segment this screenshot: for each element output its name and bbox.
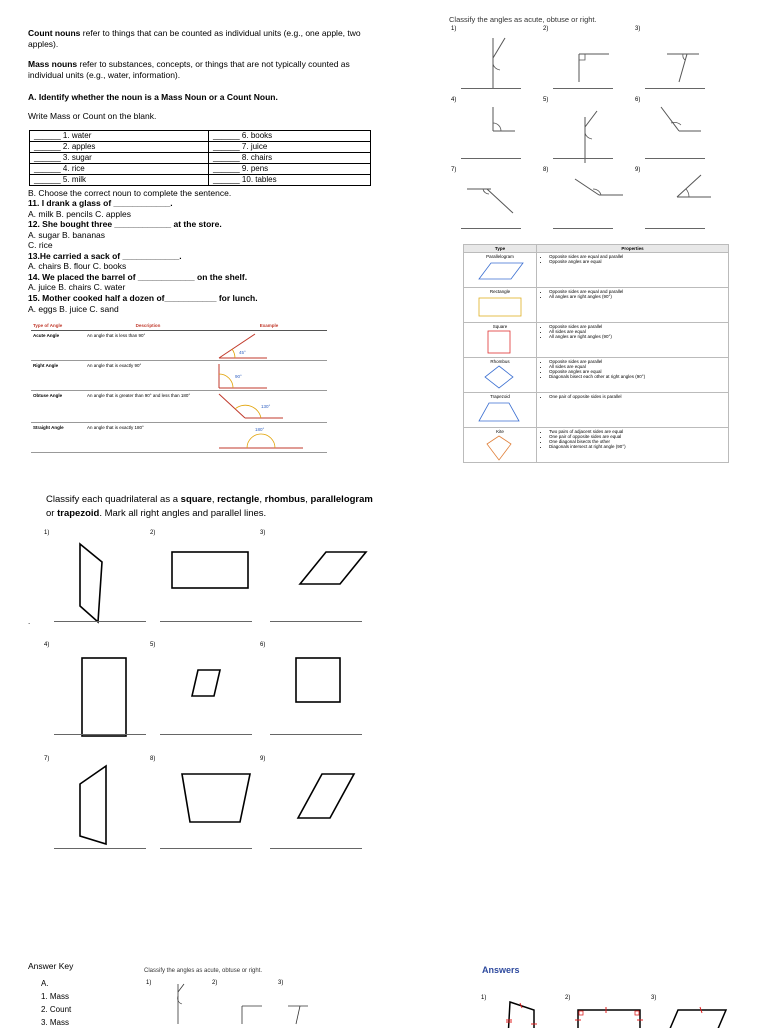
property-item: • Opposite sides are parallel	[549, 359, 726, 364]
angle-desc-straight: An angle that is exactly 180°	[85, 423, 211, 453]
noun-item[interactable]: ______ 4. rice	[30, 164, 209, 175]
mass-nouns-text: refer to substances, concepts, or things that are not typically counted as individual units (e.g., water, information).	[28, 59, 350, 80]
angle-figure	[637, 173, 727, 235]
property-list-cell	[537, 428, 729, 463]
answer-blank-line[interactable]	[160, 621, 252, 622]
answers-title: Answers	[482, 965, 520, 975]
question-12-option-c: C. rice	[28, 240, 53, 250]
quadrilateral-figure	[152, 646, 262, 738]
quadrilateral-figure	[46, 646, 156, 738]
angle-type-acute: Acute Angle	[31, 331, 85, 361]
question-11-options: A. milk B. pencils C. apples	[28, 209, 131, 219]
property-list-cell	[537, 253, 729, 288]
straight-angle-label: 180°	[255, 427, 265, 432]
quadrilateral-number: 5)	[150, 642, 156, 648]
property-item: • All angles are right angles (90°)	[549, 334, 726, 339]
property-shape-icon	[473, 329, 527, 355]
property-item: • All sides are equal	[549, 329, 726, 334]
question-14: 14. We placed the barrel of ____________ on the shelf.	[28, 272, 248, 282]
noun-table	[29, 130, 371, 186]
props-header-type: Type	[464, 245, 537, 253]
property-shape-icon	[473, 259, 527, 285]
mass-nouns-definition	[28, 59, 373, 81]
angle-figure	[545, 103, 635, 165]
quadrilateral-figure	[152, 760, 262, 852]
answer-blank-line[interactable]	[54, 848, 146, 849]
quad-word-square: square	[180, 494, 212, 505]
count-nouns-definition	[28, 28, 373, 50]
answer-key-item-1: 1. Mass	[41, 992, 70, 1001]
question-15: 15. Mother cooked half a dozen of___________ for lunch.	[28, 293, 258, 303]
noun-row	[30, 142, 371, 153]
angle-type-obtuse: Obtuse Angle	[31, 391, 85, 423]
property-type-label: Trapezoid	[490, 394, 510, 399]
quadrilateral-figure	[46, 760, 156, 852]
property-type-label: Rhombus	[490, 359, 510, 364]
quad-sep-3: ,	[305, 494, 311, 505]
answer-blank-line[interactable]	[270, 734, 362, 735]
angle-number: 6)	[635, 97, 641, 103]
property-item: • Two pairs of adjacent sides are equal	[549, 429, 726, 434]
property-type-cell	[464, 428, 537, 463]
quad-tail: . Mark all right angles and parallel lines.	[99, 508, 267, 519]
angles-title: Classify the angles as acute, obtuse or right.	[449, 15, 597, 24]
obtuse-angle-example	[217, 392, 287, 422]
property-shape-icon	[473, 399, 527, 425]
answer-mini-num-2: 2)	[212, 980, 218, 986]
quadrilateral-figure	[262, 534, 372, 626]
noun-row	[30, 131, 371, 142]
angle-figure	[453, 173, 543, 235]
answer-blank-line[interactable]	[461, 158, 521, 159]
quadrilateral-number: 7)	[44, 756, 50, 762]
property-type-cell	[464, 253, 537, 288]
answer-blank-line[interactable]	[645, 228, 705, 229]
answers-num-3: 3)	[651, 995, 657, 1001]
property-item: • Opposite sides are equal and parallel	[549, 289, 726, 294]
answer-blank-line[interactable]	[54, 621, 146, 622]
answer-blank-line[interactable]	[270, 621, 362, 622]
answer-key-a: A.	[41, 979, 49, 988]
property-item: • One pair of opposite sides are equal	[549, 434, 726, 439]
angle-number: 3)	[635, 26, 641, 32]
noun-item[interactable]: ______ 6. books	[209, 131, 371, 142]
quadrilateral-number: 6)	[260, 642, 266, 648]
straight-angle-example	[217, 424, 307, 452]
props-header-properties: Properties	[537, 245, 729, 253]
quadrilateral-figure	[262, 646, 372, 738]
noun-item[interactable]: ______ 9. pens	[209, 164, 371, 175]
answer-key-title: Answer Key	[28, 961, 74, 971]
noun-row	[30, 164, 371, 175]
noun-item[interactable]: ______ 5. milk	[30, 175, 209, 186]
angle-example-right	[211, 361, 327, 391]
answer-blank-line[interactable]	[553, 88, 613, 89]
answer-blank-line[interactable]	[553, 228, 613, 229]
quad-sep-1: ,	[211, 494, 218, 505]
answer-blank-line[interactable]	[461, 228, 521, 229]
property-row	[464, 288, 729, 323]
property-list-cell	[537, 288, 729, 323]
noun-item[interactable]: ______ 8. chairs	[209, 153, 371, 164]
answer-blank-line[interactable]	[461, 88, 521, 89]
quadrilateral-figure	[46, 534, 156, 626]
quad-word-rhombus: rhombus	[264, 494, 306, 505]
quadrilateral-number: 2)	[150, 530, 156, 536]
property-type-cell	[464, 393, 537, 428]
answers-num-1: 1)	[481, 995, 487, 1001]
angle-type-straight: Straight Angle	[31, 423, 85, 453]
quadrilateral-figure	[262, 760, 372, 852]
answer-blank-line[interactable]	[160, 848, 252, 849]
property-item: • One pair of opposite sides is parallel	[549, 394, 726, 399]
quad-intro: Classify each quadrilateral as a	[46, 494, 179, 505]
noun-item[interactable]: ______ 10. tables	[209, 175, 371, 186]
property-item: • Opposite angles are equal	[549, 259, 726, 264]
angle-number: 4)	[451, 97, 457, 103]
quad-sep-2: ,	[259, 494, 265, 505]
property-type-cell	[464, 358, 537, 393]
answer-key-item-3: 3. Mass	[41, 1018, 70, 1027]
quad-word-trapezoid: trapezoid	[57, 508, 100, 519]
angle-figure	[637, 32, 727, 94]
answer-blank-line[interactable]	[553, 158, 613, 159]
noun-item[interactable]: ______ 3. sugar	[30, 153, 209, 164]
right-angle-label: 90°	[235, 374, 242, 379]
noun-item[interactable]: ______ 2. apples	[30, 142, 209, 153]
question-11: 11. I drank a glass of ____________.	[28, 198, 173, 208]
noun-item[interactable]: ______ 1. water	[30, 131, 209, 142]
angle-figure	[453, 103, 543, 165]
angle-figure	[453, 32, 543, 94]
quadrilateral-number: 9)	[260, 756, 266, 762]
quadrilateral-number: 8)	[150, 756, 156, 762]
stray-dot: .	[28, 617, 31, 626]
obtuse-angle-label: 130°	[261, 404, 271, 409]
property-row	[464, 358, 729, 393]
question-12: 12. She bought three ____________ at the store.	[28, 219, 222, 229]
quad-word-or: or	[46, 508, 55, 519]
property-list-cell	[537, 393, 729, 428]
angle-header-type: Type of Angle	[31, 321, 85, 331]
property-item: • Diagonals intersect at right angle (90°)	[549, 444, 726, 449]
quadrilateral-instructions	[46, 493, 376, 521]
answer-mini-angle-figures	[150, 984, 390, 1024]
angle-number: 8)	[543, 167, 549, 173]
property-row	[464, 393, 729, 428]
property-row	[464, 428, 729, 463]
property-row	[464, 253, 729, 288]
angle-figure	[545, 173, 635, 235]
answer-mini-num-1: 1)	[146, 980, 152, 986]
angle-number: 9)	[635, 167, 641, 173]
count-nouns-text: refer to things that can be counted as individual units (e.g., one apple, two apples).	[28, 28, 361, 49]
answer-mini-num-3: 3)	[278, 980, 284, 986]
angle-example-obtuse	[211, 391, 327, 423]
quad-word-rectangle: rectangle	[217, 494, 260, 505]
answer-blank-line[interactable]	[645, 88, 705, 89]
property-item: • Opposite sides are parallel	[549, 324, 726, 329]
property-type-label: Rectangle	[489, 289, 511, 294]
count-nouns-term: Count nouns	[28, 28, 81, 38]
answers-num-2: 2)	[565, 995, 571, 1001]
property-item: • One diagonal bisects the other	[549, 439, 726, 444]
write-instruction: Write Mass or Count on the blank.	[28, 111, 157, 121]
angle-number: 1)	[451, 26, 457, 32]
acute-angle-example	[217, 332, 277, 360]
property-shape-icon	[473, 364, 527, 390]
angle-type-right: Right Angle	[31, 361, 85, 391]
question-13: 13.He carried a sack of ____________.	[28, 251, 182, 261]
question-15-options: A. eggs B. juice C. sand	[28, 304, 119, 314]
property-item: • All angles are right angles (90°)	[549, 294, 726, 299]
property-type-cell	[464, 323, 537, 358]
angle-desc-acute: An angle that is less than 90°	[85, 331, 211, 361]
answer-mini-angles-title: Classify the angles as acute, obtuse or right.	[144, 968, 263, 974]
question-14-options: A. juice B. chairs C. water	[28, 282, 126, 292]
section-a-heading: A. Identify whether the noun is a Mass Noun or a Count Noun.	[28, 92, 278, 102]
angle-desc-right: An angle that is exactly 90°	[85, 361, 211, 391]
property-type-cell	[464, 288, 537, 323]
property-type-label: Square	[492, 324, 508, 329]
question-12-options: A. sugar B. bananas	[28, 230, 106, 240]
property-type-label: Kite	[496, 429, 504, 434]
quadrilateral-number: 1)	[44, 530, 50, 536]
angle-header-example: Example	[211, 321, 327, 331]
question-13-options: A. chairs B. flour C. books	[28, 261, 127, 271]
angle-header-description: Description	[85, 321, 211, 331]
quadrilateral-figure	[152, 534, 262, 626]
property-shape-icon	[473, 294, 527, 320]
noun-item[interactable]: ______ 7. juice	[209, 142, 371, 153]
property-shape-icon	[473, 434, 527, 460]
quadrilateral-number: 3)	[260, 530, 266, 536]
answer-blank-line[interactable]	[270, 848, 362, 849]
property-list-cell	[537, 323, 729, 358]
property-item: • All sides are equal	[549, 364, 726, 369]
answer-key-item-2: 2. Count	[41, 1005, 72, 1014]
angle-example-acute	[211, 331, 327, 361]
angle-desc-obtuse: An angle that is greater than 90° and less than 180°	[85, 391, 211, 423]
mass-nouns-term: Mass nouns	[28, 59, 78, 69]
angle-figure	[545, 32, 635, 94]
answer-blank-line[interactable]	[645, 158, 705, 159]
acute-angle-label: 45°	[239, 350, 246, 355]
quad-word-parallelogram: parallelogram	[310, 494, 373, 505]
noun-row	[30, 153, 371, 164]
property-row	[464, 323, 729, 358]
answer-blank-line[interactable]	[54, 734, 146, 735]
angle-number: 7)	[451, 167, 457, 173]
section-b-heading: B. Choose the correct noun to complete the sentence.	[28, 188, 232, 198]
angle-number: 5)	[543, 97, 549, 103]
angle-number: 2)	[543, 26, 549, 32]
property-item: • Diagonals bisect each other at right angles (90°)	[549, 374, 726, 379]
angle-types-table	[31, 321, 327, 453]
property-list-cell	[537, 358, 729, 393]
quadrilateral-number: 4)	[44, 642, 50, 648]
property-type-label: Parallelogram	[486, 254, 514, 259]
angle-example-straight	[211, 423, 327, 453]
property-item: • Opposite sides are equal and parallel	[549, 254, 726, 259]
angle-figure	[637, 103, 727, 165]
answer-blank-line[interactable]	[160, 734, 252, 735]
quadrilateral-properties-table	[463, 244, 729, 463]
property-item: • Opposite angles are equal	[549, 369, 726, 374]
right-angle-example	[217, 362, 277, 390]
noun-row	[30, 175, 371, 186]
